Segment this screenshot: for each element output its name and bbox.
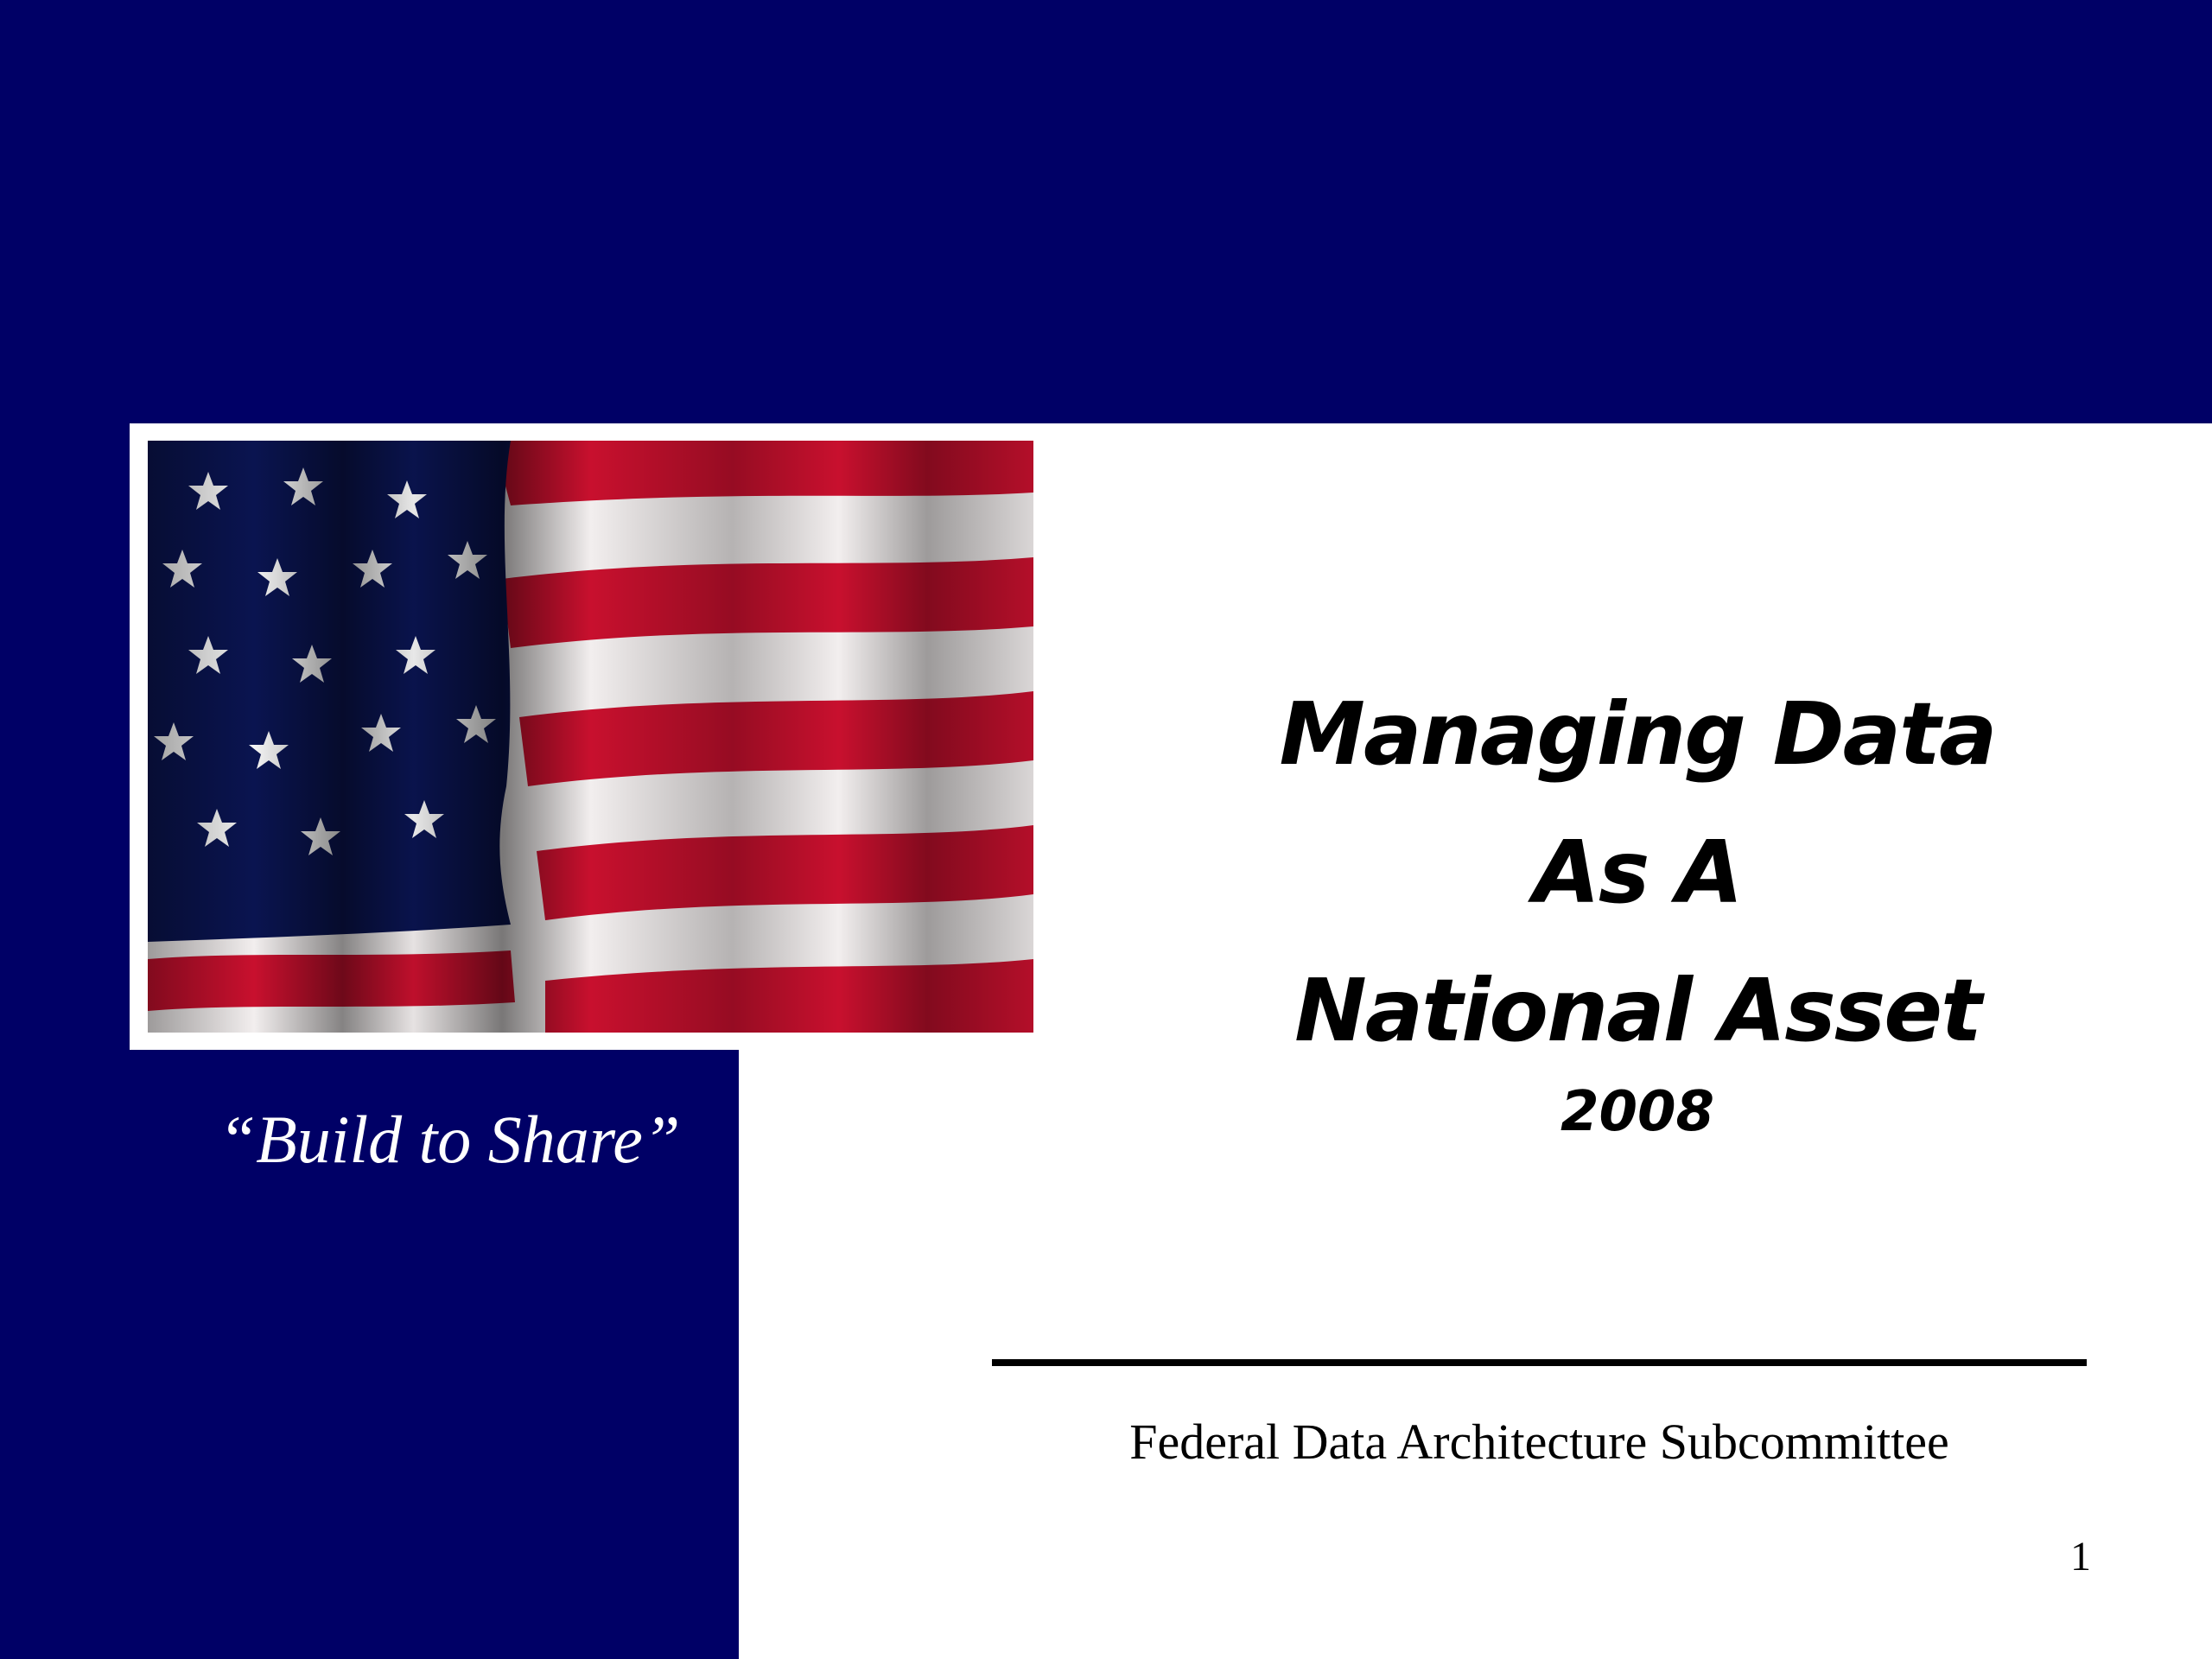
top-color-band [0, 0, 2212, 423]
title-line-3: National Asset [1294, 960, 1980, 1061]
slide-title [1141, 665, 2134, 1151]
page-number: 1 [2070, 1534, 2091, 1580]
title-year: 2008 [1560, 1080, 1715, 1144]
tagline: “Build to Share” [218, 1102, 681, 1177]
committee-name: Federal Data Architecture Subcommittee [1129, 1414, 1949, 1470]
divider-rule [992, 1359, 2087, 1366]
title-line-1: Managing Data [1279, 683, 1996, 785]
us-flag-photo [148, 441, 1033, 1033]
title-line-2: As A [1533, 822, 1742, 923]
